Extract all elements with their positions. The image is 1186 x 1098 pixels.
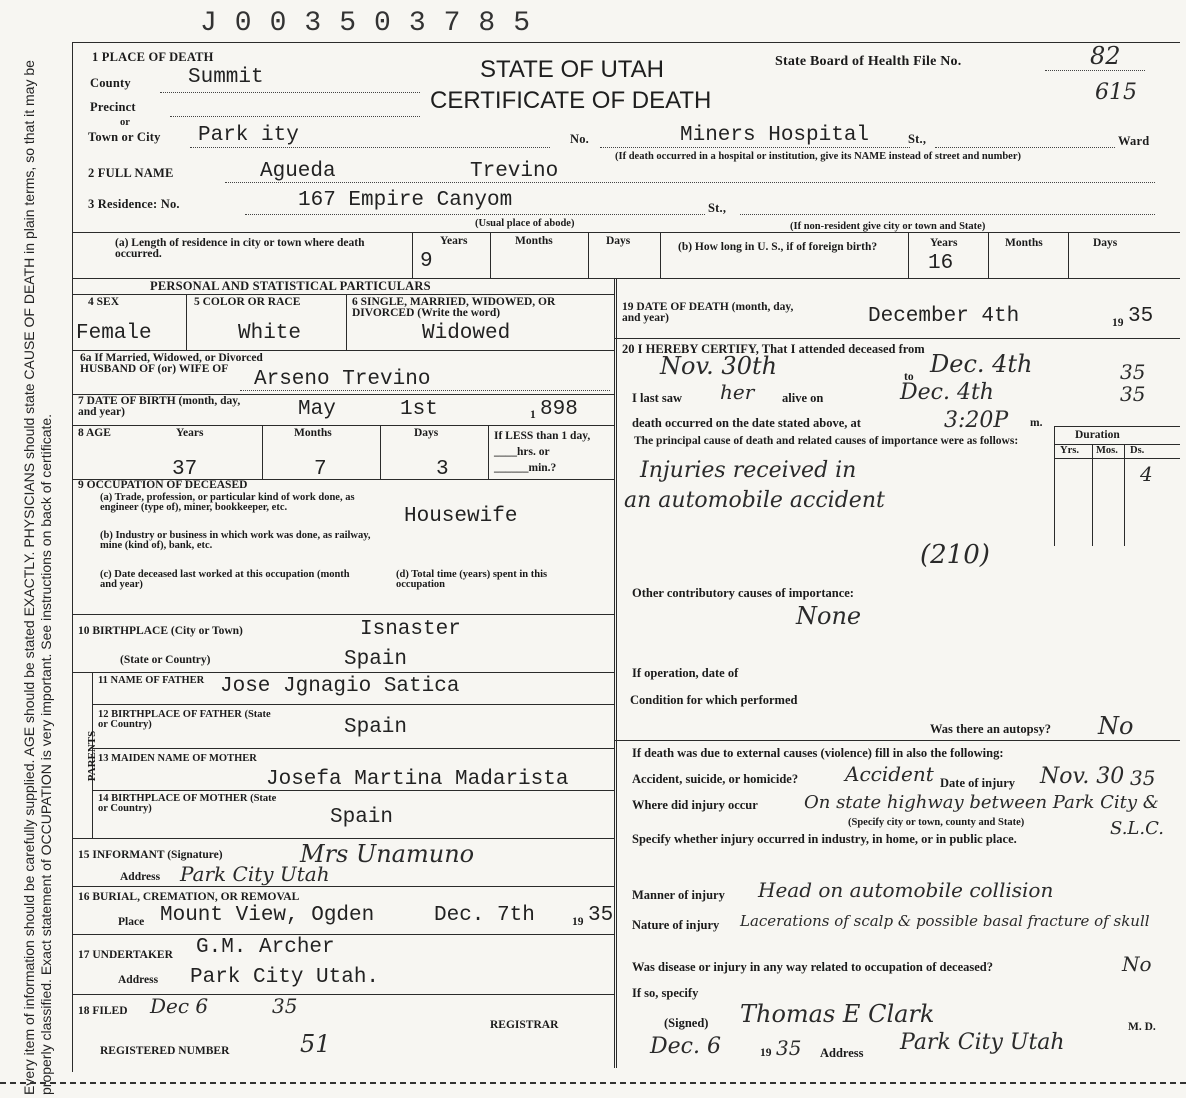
nature-value: Lacerations of scalp & possible basal fracture of skull (740, 912, 1150, 930)
us-years-value: 16 (928, 252, 954, 275)
ward-label: Ward (1118, 134, 1150, 148)
undertaker-label: 17 UNDERTAKER (78, 949, 173, 961)
residence-label: 3 Residence: No. (88, 197, 180, 211)
residence-address: 167 Empire Canyom (298, 189, 513, 212)
age-years-label: Years (176, 427, 204, 439)
dod-year-prefix: 19 (1112, 317, 1124, 329)
where-value-2: S.L.C. (1110, 818, 1164, 839)
yrs-label: Yrs. (1060, 445, 1079, 456)
mother-birthplace-label: 14 BIRTHPLACE OF MOTHER (State or Country) (98, 793, 277, 814)
filed-year: 35 (272, 994, 298, 1018)
burial-place-label: Place (118, 916, 145, 928)
color-label: 5 COLOR OR RACE (194, 296, 301, 308)
dod-label: 19 DATE OF DEATH (month, day, and year) (622, 301, 794, 324)
us-months-label: Months (1005, 237, 1043, 249)
mother-value: Josefa Martina Madarista (266, 768, 569, 791)
industry-label: Specify whether injury occurred in industry, in home, or in public place. (632, 832, 1017, 846)
personal-section-title: PERSONAL AND STATISTICAL PARTICULARS (150, 279, 431, 293)
if-so-label: If so, specify (632, 986, 699, 1000)
less-than-label: If LESS than 1 day, ____hrs. or ______min.? (494, 430, 591, 474)
registered-number: 51 (300, 1030, 331, 1058)
alive-date: Dec. 4th (900, 380, 994, 405)
town-value: Park ity (198, 124, 299, 147)
manner-label: Manner of injury (632, 888, 725, 902)
place-of-death-label: 1 PLACE OF DEATH (92, 50, 214, 64)
spouse-label: 6a If Married, Widowed, or Divorced HUSBAND OF (or) WIFE OF (80, 352, 263, 375)
injury-date-label: Date of injury (940, 776, 1015, 790)
informant-address: Park City Utah (180, 862, 330, 886)
dob-day: 1st (400, 398, 438, 421)
to-date: Dec. 4th (930, 350, 1033, 378)
town-label: Town or City (88, 130, 161, 144)
injury-date: Nov. 30 (1040, 764, 1125, 789)
occ-c-label: (c) Date deceased last worked at this occupation (month and year) (100, 569, 350, 590)
age-days-label: Days (414, 427, 439, 439)
res-months-label: Months (515, 235, 553, 247)
burial-year-prefix: 19 (572, 916, 584, 928)
informant-label: 15 INFORMANT (Signature) (78, 849, 223, 861)
hospital-note: (If death occurred in a hospital or institution, give its NAME instead of street and number) (615, 151, 1022, 162)
alive-on-label: alive on (782, 391, 824, 405)
contrib-label: Other contributory causes of importance: (632, 586, 854, 600)
birthplace-label: 10 BIRTHPLACE (City or Town) (78, 625, 243, 637)
age-days-value: 3 (436, 458, 449, 481)
occ-b-label: (b) Industry or business in which work was done, as railway, mine (kind of), bank, etc. (100, 530, 371, 551)
side-instructions: Every item of information should be carefully supplied. AGE should be stated EXACTLY. PHYSICIANS should state CAUSE OF DEATH in plain terms, so that it may be properly classified. Exact statement of OCCUPATION is very important. See instructions on back of certificate. (21, 60, 54, 1095)
undertaker-value: G.M. Archer (196, 936, 335, 959)
mother-label: 13 MAIDEN NAME OF MOTHER (98, 753, 257, 764)
occ-related-value: No (1122, 952, 1152, 976)
serial-number: J003503785 (200, 8, 549, 39)
dob-year: 898 (540, 398, 578, 421)
full-name-label: 2 FULL NAME (88, 166, 174, 180)
undertaker-address: Park City Utah. (190, 966, 380, 989)
hospital-value: Miners Hospital (680, 124, 870, 147)
injury-year: 35 (1130, 766, 1156, 790)
last-saw-label: I last saw (632, 391, 683, 405)
county-value: Summit (188, 66, 264, 89)
certify-year: 35 (1120, 360, 1146, 384)
physician-signature: Thomas E Clark (740, 1000, 935, 1028)
color-value: White (238, 322, 302, 345)
abode-note: (Usual place of abode) (475, 218, 575, 229)
cause-days: 4 (1140, 462, 1153, 486)
residence-st-label: St., (708, 201, 727, 215)
undertaker-address-label: Address (118, 974, 159, 986)
first-name-value: Agueda (260, 160, 336, 183)
marital-value: Widowed (422, 322, 511, 345)
occupation-value: Housewife (404, 505, 518, 528)
birthplace-state-label: (State or Country) (120, 654, 211, 666)
signed-label: (Signed) (664, 1016, 709, 1030)
county-label: County (90, 76, 131, 90)
contrib-value: None (796, 602, 862, 630)
occ-d-label: (d) Total time (years) spent in this occupation (396, 569, 548, 590)
alive-year: 35 (1120, 382, 1146, 406)
cause-code: (210) (920, 540, 990, 570)
length-label: (a) Length of residence in city or town where death occurred. (115, 237, 365, 260)
us-label: (b) How long in U. S., if of foreign birth? (678, 241, 878, 253)
burial-year: 35 (588, 904, 614, 927)
title-certificate: CERTIFICATE OF DEATH (430, 87, 712, 114)
father-value: Jose Jgnagio Satica (220, 675, 460, 698)
title-state: STATE OF UTAH (480, 56, 664, 83)
nature-label: Nature of injury (632, 918, 720, 932)
precinct-label: Precinct (90, 100, 136, 114)
registrar-label: REGISTRAR (490, 1019, 559, 1031)
cause-line-2: an automobile accident (624, 488, 885, 513)
duration-label: Duration (1075, 429, 1120, 441)
mos-label: Mos. (1096, 445, 1118, 456)
sign-date: Dec. 6 (650, 1034, 721, 1059)
last-name-value: Trevino (470, 160, 559, 183)
res-days-label: Days (606, 235, 631, 247)
burial-place: Mount View, Ogden (160, 904, 375, 927)
sign-address-label: Address (820, 1046, 864, 1060)
no-label: No. (570, 132, 590, 146)
accident-label: Accident, suicide, or homicide? (632, 772, 799, 786)
registered-number-label: REGISTERED NUMBER (100, 1045, 230, 1057)
sex-value: Female (76, 322, 152, 345)
file-number: 82 (1090, 42, 1121, 70)
certify-label: 20 I HEREBY CERTIFY, That I attended deceased from (622, 342, 925, 356)
death-time: 3:20P (944, 408, 1009, 433)
dob-month: May (298, 398, 336, 421)
mother-birthplace: Spain (330, 806, 394, 829)
st-label: St., (908, 132, 927, 146)
where-value: On state highway between Park City & (804, 792, 1159, 813)
father-label: 11 NAME OF FATHER (98, 675, 205, 686)
burial-date: Dec. 7th (434, 904, 535, 927)
sex-label: 4 SEX (88, 296, 119, 308)
occ-a-label: (a) Trade, profession, or particular kind of work done, as engineer (type of), miner, bookkeeper, etc. (100, 492, 355, 513)
cause-line-1: Injuries received in (640, 458, 857, 483)
file-number-2: 615 (1095, 80, 1137, 105)
condition-label: Condition for which performed (630, 693, 798, 707)
us-days-label: Days (1093, 237, 1118, 249)
dob-label: 7 DATE OF BIRTH (month, day, and year) (78, 395, 241, 418)
sign-year: 35 (776, 1036, 802, 1060)
occupation-title: 9 OCCUPATION OF DECEASED (78, 479, 248, 491)
father-birthplace-label: 12 BIRTHPLACE OF FATHER (State or Country) (98, 709, 271, 730)
md-label: M. D. (1128, 1021, 1156, 1033)
cause-label: The principal cause of death and related causes of importance were as follows: (634, 435, 1019, 447)
filed-label: 18 FILED (78, 1005, 128, 1017)
sign-year-prefix: 19 (760, 1047, 772, 1059)
res-years-label: Years (440, 235, 468, 247)
dob-year-prefix: 1 (530, 409, 536, 421)
age-months-label: Months (294, 427, 332, 439)
occ-related-label: Was disease or injury in any way related to occupation of deceased? (632, 960, 993, 974)
marital-label: 6 SINGLE, MARRIED, WIDOWED, OR DIVORCED (Write the word) (352, 296, 556, 319)
father-birthplace: Spain (344, 716, 408, 739)
dod-year: 35 (1128, 305, 1154, 328)
informant-address-label: Address (120, 871, 161, 883)
dod-value: December 4th (868, 305, 1020, 328)
death-time-label: death occurred on the date stated above, at (632, 416, 861, 430)
autopsy-value: No (1098, 712, 1134, 740)
age-years-value: 37 (172, 458, 198, 481)
from-date: Nov. 30th (660, 352, 778, 380)
or-label: or (120, 117, 130, 128)
age-months-value: 7 (314, 458, 327, 481)
nonres-note: (If non-resident give city or town and State) (790, 221, 986, 232)
age-label: 8 AGE (78, 427, 111, 439)
last-saw-who: her (720, 380, 755, 404)
board-file-label: State Board of Health File No. (775, 54, 962, 69)
specify-label: (Specify city or town, county and State) (848, 817, 1025, 828)
filed-date: Dec 6 (150, 994, 209, 1018)
sign-address: Park City Utah (900, 1030, 1065, 1055)
to-label: to (904, 371, 914, 383)
where-label: Where did injury occur (632, 798, 758, 812)
ds-label: Ds. (1130, 445, 1145, 456)
res-years-value: 9 (420, 250, 433, 273)
spouse-value: Arseno Trevino (254, 368, 431, 391)
operation-label: If operation, date of (632, 666, 739, 680)
birthplace-country: Spain (344, 648, 408, 671)
parents-label: PARENTS (86, 730, 98, 782)
us-years-label: Years (930, 237, 958, 249)
burial-label: 16 BURIAL, CREMATION, OR REMOVAL (78, 891, 300, 903)
m-label: m. (1030, 417, 1043, 429)
birthplace-city: Isnaster (360, 618, 461, 641)
external-label: If death was due to external causes (violence) fill in also the following: (632, 746, 1004, 760)
autopsy-label: Was there an autopsy? (930, 722, 1051, 736)
manner-value: Head on automobile collision (758, 878, 1054, 902)
accident-value: Accident (845, 762, 934, 786)
informant-signature: Mrs Unamuno (300, 840, 475, 868)
